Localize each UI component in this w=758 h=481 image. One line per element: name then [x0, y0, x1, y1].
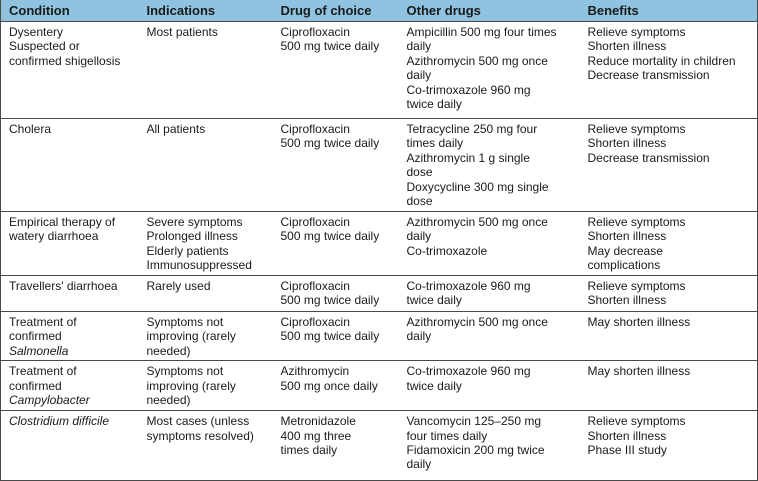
benefits-cell	[580, 411, 758, 481]
cell-line: symptoms resolved)	[146, 428, 254, 443]
cell-line: Ciprofloxacin	[280, 215, 350, 229]
cell-line: improving (rarely	[146, 329, 236, 344]
table-row	[1, 212, 758, 276]
cell-line: Shorten illness	[587, 428, 667, 443]
cell-line: Ciprofloxacin	[280, 279, 350, 293]
cell-line: Salmonella	[9, 343, 69, 358]
cell-line: daily	[406, 457, 432, 472]
indications-cell	[139, 411, 273, 481]
cell-line: Campylobacter	[9, 393, 90, 408]
header-indications: Indications	[139, 0, 273, 22]
cell-line: Azithromycin 1 g single	[406, 150, 530, 165]
cell-line: Fidamoxicin 200 mg twice	[406, 443, 545, 458]
cell-line: Decrease transmission	[587, 150, 710, 165]
cell-line: 500 mg twice daily	[280, 136, 380, 151]
cell-line: Clostridium difficile	[9, 414, 110, 429]
cell-line: Shorten illness	[587, 293, 667, 308]
cell-line: Suspected or	[9, 39, 80, 54]
cell-line: Co-trimoxazole 960 mg	[406, 279, 531, 293]
cell-line: twice daily	[406, 97, 462, 112]
cell-line: daily	[406, 39, 432, 54]
cell-line: Metronidazole	[280, 414, 356, 429]
cell-line: times daily	[280, 443, 338, 458]
cell-line: times daily	[406, 136, 464, 151]
benefits-cell	[580, 312, 758, 361]
cell-line: Azithromycin 500 mg once	[406, 53, 548, 68]
condition-cell	[1, 119, 139, 212]
cell-line: Reduce mortality in children	[587, 53, 736, 68]
indications-cell	[139, 276, 273, 312]
cell-line: Shorten illness	[587, 229, 667, 244]
condition-cell	[1, 411, 139, 481]
cell-line: Co-trimoxazole 960 mg	[406, 82, 531, 97]
table-row	[1, 276, 758, 312]
header-row	[1, 0, 758, 22]
cell-line: Phase III study	[587, 443, 667, 458]
cell-line: May shorten illness	[587, 364, 691, 379]
condition-cell	[1, 361, 139, 411]
other-drugs-cell	[399, 411, 580, 481]
cell-line: Shorten illness	[587, 39, 667, 54]
cell-line: four times daily	[406, 428, 488, 443]
cell-line: Relieve symptoms	[587, 215, 686, 229]
cell-line: Doxycycline 300 mg single	[406, 179, 549, 194]
cell-line: Most cases (unless	[146, 414, 250, 429]
cell-line: dose	[406, 165, 433, 180]
cell-line: 400 mg three	[280, 428, 352, 443]
cell-line: Vancomycin 125–250 mg	[406, 414, 542, 429]
table-row	[1, 119, 758, 212]
cell-line: Immunosuppressed	[146, 258, 252, 273]
drug-cell	[273, 22, 399, 119]
cell-line: confirmed shigellosis	[9, 53, 121, 68]
cell-line: watery diarrhoea	[9, 229, 99, 244]
indications-cell	[139, 119, 273, 212]
cell-line: Prolonged illness	[146, 229, 238, 244]
cell-line: Relieve symptoms	[587, 279, 686, 293]
cell-line: Symptoms not	[146, 364, 224, 379]
cell-line: Shorten illness	[587, 136, 667, 151]
cell-line: Cholera	[9, 122, 52, 136]
other-drugs-cell	[399, 119, 580, 212]
table-row	[1, 361, 758, 411]
cell-line: Ciprofloxacin	[280, 315, 350, 329]
drug-cell	[273, 411, 399, 481]
condition-cell	[1, 22, 139, 119]
cell-line: complications	[587, 258, 661, 273]
benefits-cell	[580, 212, 758, 276]
header-other-drugs: Other drugs	[399, 0, 580, 22]
other-drugs-cell	[399, 361, 580, 411]
drug-cell	[273, 361, 399, 411]
drug-cell	[273, 276, 399, 312]
header-condition: Condition	[1, 0, 139, 22]
cell-line: Treatment of	[9, 364, 77, 379]
other-drugs-cell	[399, 276, 580, 312]
other-drugs-cell	[399, 22, 580, 119]
table-row	[1, 22, 758, 119]
cell-line: Symptoms not	[146, 315, 224, 329]
cell-line: May shorten illness	[587, 315, 691, 329]
header-drug-of-choice: Drug of choice	[273, 0, 399, 22]
cell-line: improving (rarely	[146, 378, 236, 393]
benefits-cell	[580, 361, 758, 411]
cell-line: All patients	[146, 122, 206, 136]
other-drugs-cell	[399, 212, 580, 276]
benefits-cell	[580, 22, 758, 119]
drug-cell	[273, 212, 399, 276]
cell-line: needed)	[146, 343, 191, 358]
cell-line: Empirical therapy of	[9, 215, 116, 229]
table-row	[1, 411, 758, 481]
cell-line: Ciprofloxacin	[280, 25, 350, 39]
cell-line: 500 mg twice daily	[280, 293, 380, 308]
cell-line: 500 mg once daily	[280, 378, 378, 393]
header-benefits: Benefits	[580, 0, 758, 22]
cell-line: Tetracycline 250 mg four	[406, 122, 538, 136]
cell-line: Treatment of	[9, 315, 77, 329]
cell-line: 500 mg twice daily	[280, 39, 380, 54]
condition-cell	[1, 276, 139, 312]
cell-line: Dysentery	[9, 25, 64, 39]
cell-line: Relieve symptoms	[587, 122, 686, 136]
cell-line: daily	[406, 329, 432, 344]
cell-line: Elderly patients	[146, 243, 229, 258]
condition-cell	[1, 312, 139, 361]
indications-cell	[139, 22, 273, 119]
indications-cell	[139, 312, 273, 361]
cell-line: dose	[406, 194, 433, 209]
cell-line: Azithromycin	[280, 364, 350, 379]
other-drugs-cell	[399, 312, 580, 361]
cell-line: Ciprofloxacin	[280, 122, 350, 136]
cell-line: Co-trimoxazole	[406, 243, 488, 258]
cell-line: Azithromycin 500 mg once	[406, 315, 548, 329]
cell-line: Relieve symptoms	[587, 25, 686, 39]
cell-line: Most patients	[146, 25, 218, 39]
condition-cell	[1, 212, 139, 276]
cell-line: 500 mg twice daily	[280, 329, 380, 344]
table-row	[1, 312, 758, 361]
cell-line: Severe symptoms	[146, 215, 243, 229]
cell-line: twice daily	[406, 293, 462, 308]
drug-cell	[273, 119, 399, 212]
cell-line: twice daily	[406, 378, 462, 393]
cell-line: needed)	[146, 393, 191, 408]
cell-line: Rarely used	[146, 279, 211, 293]
cell-line: confirmed	[9, 329, 62, 344]
cell-line: confirmed	[9, 378, 62, 393]
indications-cell	[139, 212, 273, 276]
cell-line: 500 mg twice daily	[280, 229, 380, 244]
cell-line: daily	[406, 68, 432, 83]
cell-line: daily	[406, 229, 432, 244]
benefits-cell	[580, 276, 758, 312]
cell-line: Co-trimoxazole 960 mg	[406, 364, 531, 379]
cell-line: Travellers' diarrhoea	[9, 279, 118, 293]
drug-cell	[273, 312, 399, 361]
cell-line: Decrease transmission	[587, 68, 710, 83]
benefits-cell	[580, 119, 758, 212]
cell-line: May decrease	[587, 243, 663, 258]
cell-line: Ampicillin 500 mg four times	[406, 25, 557, 39]
indications-cell	[139, 361, 273, 411]
cell-line: Relieve symptoms	[587, 414, 686, 429]
cell-line: Azithromycin 500 mg once	[406, 215, 548, 229]
